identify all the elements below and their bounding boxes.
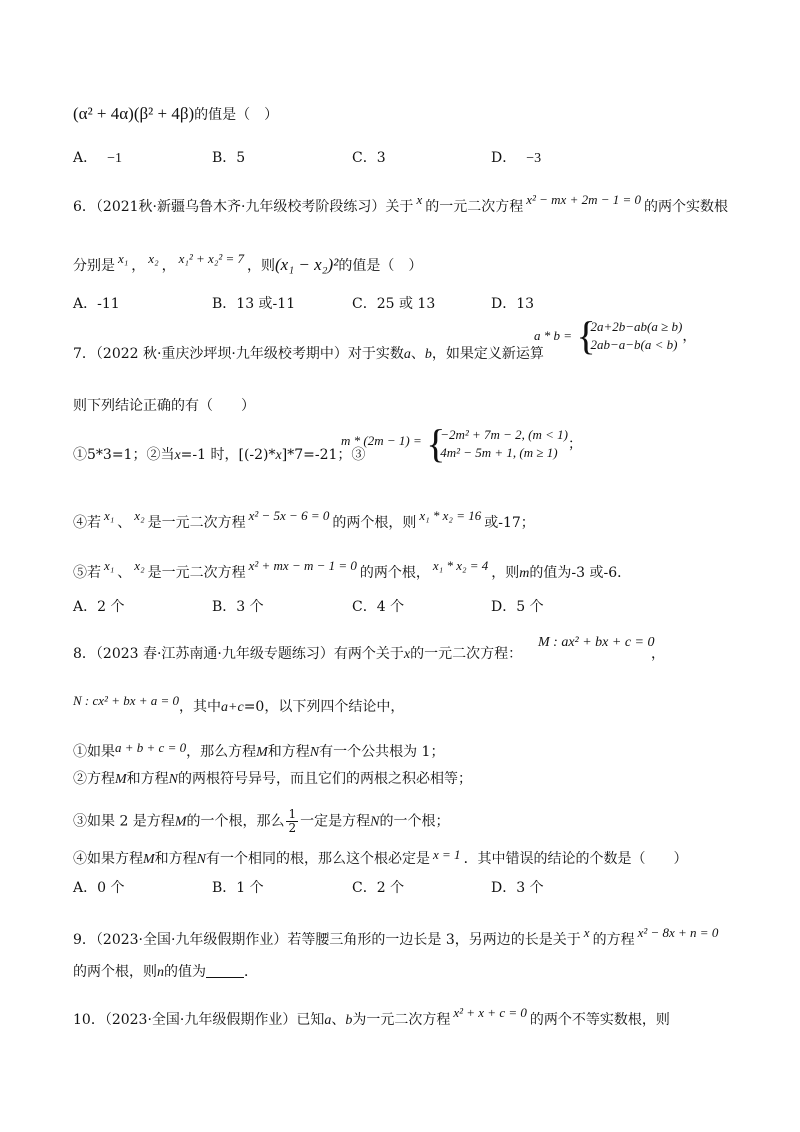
q5-option-d[interactable]: D． −3 bbox=[491, 150, 542, 166]
left-brace-icon: { bbox=[426, 421, 446, 466]
q6-expression: (x₁ − x₂)² bbox=[275, 255, 339, 274]
q9-equation: x² − 8x + n = 0 bbox=[637, 925, 719, 940]
q6-condition: x₁² + x₂² = 7 bbox=[178, 251, 245, 266]
q8-statement-2: ②方程M和方程N的两根符号异号，而且它们的两根之积必相等； bbox=[73, 771, 473, 787]
q5-option-a[interactable]: A． −1 bbox=[73, 150, 123, 166]
q6-var-x: x bbox=[416, 192, 423, 207]
q8-stem-line1: 8．（2023 春·江苏南通·九年级专题练习）有两个关于x的一元二次方程： bbox=[73, 646, 523, 662]
one-half-fraction: $\frac{1}{2}$ bbox=[288, 807, 297, 835]
q8-statement-3: ③如果 2 是方程M的一个根，那么 $\frac{1}{2}$ 一定是方程N的一个根； bbox=[73, 807, 450, 835]
q5-option-b[interactable]: B．5 bbox=[212, 150, 246, 166]
q8-option-d[interactable]: D．3 个 bbox=[491, 880, 544, 896]
q5-question-tail: 的值是（ ） bbox=[194, 107, 279, 123]
q7-option-d[interactable]: D．5 个 bbox=[491, 599, 544, 615]
q8-comma: ， bbox=[651, 646, 665, 662]
q7-stem-line1: 7．（2022 秋·重庆沙坪坝·九年级校考期中）对于实数a、b，如果定义新运算 bbox=[73, 346, 544, 362]
q8-option-c[interactable]: C．2 个 bbox=[352, 880, 405, 896]
q10-stem-line1: 10．（2023·全国·九年级假期作业）已知a、b为一元二次方程 x² + x + c = 0 的两个不等实数根，则 bbox=[73, 1005, 670, 1028]
q7-option-a[interactable]: A．2 个 bbox=[73, 599, 125, 615]
q8-option-b[interactable]: B．1 个 bbox=[212, 880, 264, 896]
q5-tail-line bbox=[73, 104, 278, 125]
q8-stem-line2: N : cx² + bx + a = 0，其中a+c=0，以下列四个结论中， bbox=[73, 693, 405, 715]
q5-expression: (α² + 4α)(β² + 4β) bbox=[73, 104, 195, 123]
q8-statement-1: ①如果a + b + c = 0，那么方程M和方程N有一个公共根为 1； bbox=[73, 740, 445, 760]
q7-case-2: 2ab−a−b(a < b) bbox=[590, 337, 678, 352]
q7-operation-definition: a * b = { 2a+2b−ab(a ≥ b) 2ab−a−b(a < b) ， bbox=[534, 313, 697, 358]
q6-stem-line2: 分别是 x₁ ， x₂ ， x₁² + x₂² = 7 ，则(x₁ − x₂)²的值是（ ） bbox=[73, 251, 423, 274]
q6-equation: x² − mx + 2m − 1 = 0 bbox=[526, 192, 642, 207]
q9-stem-line2: 的两个根，则n的值为 ． bbox=[73, 964, 258, 980]
q10-equation: x² + x + c = 0 bbox=[453, 1005, 527, 1020]
q7-case-1: 2a+2b−ab(a ≥ b) bbox=[590, 319, 683, 334]
q7-stem-line2: 则下列结论正确的有（ ） bbox=[73, 398, 255, 414]
q7-statement-5: ⑤若 x₁ 、 x₂ 是一元二次方程 x² + mx − m − 1 = 0 的两个根， x₁ * x₂ = 4 ，则m的值为-3 或-6． bbox=[73, 558, 632, 581]
q7-statement-3-formula: m * (2m − 1) = { −2m² + 7m − 2, (m < 1) 4m² − 5m + 1, (m ≥ 1) ； bbox=[341, 421, 582, 466]
q7-statements-1-3: ①5*3=1；②当x=-1 时，[(-2)*x]*7=-21；③ bbox=[73, 447, 366, 463]
q7-option-b[interactable]: B．3 个 bbox=[212, 599, 264, 615]
q8-equation-m: M : ax² + bx + c = 0 bbox=[538, 635, 655, 650]
q6-option-c[interactable]: C．25 或 13 bbox=[352, 296, 436, 312]
q6-option-b[interactable]: B．13 或-11 bbox=[212, 296, 296, 312]
q8-statement-4: ④如果方程M和方程N有一个相同的根，那么这个根必定是 x = 1 ．其中错误的结论的个数是（ ） bbox=[73, 847, 688, 867]
left-brace-icon: { bbox=[576, 313, 596, 358]
answer-blank[interactable] bbox=[206, 963, 244, 978]
q5-option-c[interactable]: C．3 bbox=[352, 150, 386, 166]
q7-option-c[interactable]: C．4 个 bbox=[352, 599, 405, 615]
q6-stem-line1: 6．（2021秋·新疆乌鲁木齐·九年级校考阶段练习）关于 x 的一元二次方程 x² − mx + 2m − 1 = 0 的两个实数根 bbox=[73, 192, 729, 215]
q6-option-a[interactable]: A．-11 bbox=[73, 296, 120, 312]
q9-stem-line1: 9．（2023·全国·九年级假期作业）若等腰三角形的一边长是 3，另两边的长是关于 x 的方程 x² − 8x + n = 0 bbox=[73, 925, 719, 948]
q6-option-d[interactable]: D．13 bbox=[491, 296, 535, 312]
q8-equation-n: N : cx² + bx + a = 0 bbox=[73, 693, 180, 708]
q8-option-a[interactable]: A．0 个 bbox=[73, 880, 125, 896]
q7-statement-4: ④若 x₁ 、 x₂ 是一元二次方程 x² − 5x − 6 = 0 的两个根，则 x₁ * x₂ = 16 或-17； bbox=[73, 508, 535, 531]
